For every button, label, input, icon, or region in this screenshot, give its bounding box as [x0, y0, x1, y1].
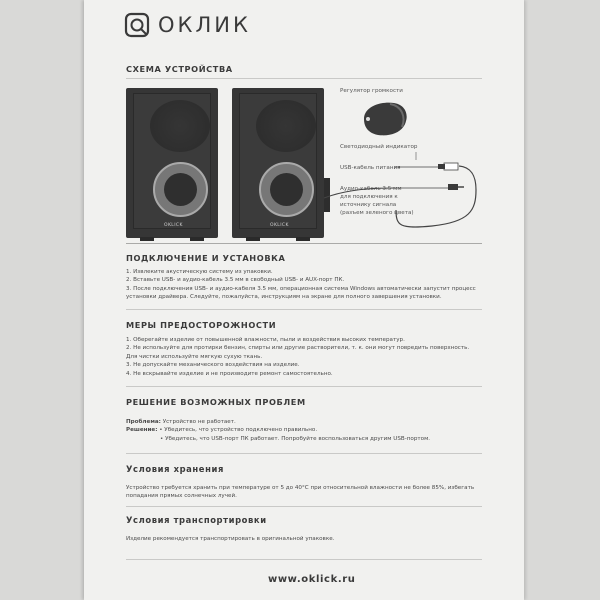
divider [126, 243, 482, 244]
solution-item: • Убедитесь, что устройство подключено правильно. [159, 427, 318, 434]
transport-line: Изделие рекомендуется транспортировать в оригинальной упаковке. [126, 536, 335, 542]
section-title-safety: МЕРЫ ПРЕДОСТОРОЖНОСТИ [126, 320, 277, 330]
speaker-brand-label: OKLICK [164, 223, 183, 228]
label-volume: Регулятор громкости [340, 88, 403, 94]
brand-logo [124, 12, 251, 38]
divider [126, 453, 482, 454]
logo-wordmark: ОКЛИК [158, 13, 251, 37]
safety-line: 4. Не вскрывайте изделие и не производите ремонт самостоятельно. [126, 370, 333, 377]
problem-text: Устройство не работает. [162, 419, 236, 425]
label-led: Светодиодный индикатор [340, 144, 418, 150]
label-audio-3: источнику сигнала [340, 202, 397, 208]
problem-label: Проблема: [126, 419, 161, 425]
install-line: 2. Вставьте USB- и аудио-кабель 3.5 мм в свободный USB- и AUX-порт ПК. [126, 277, 345, 284]
speaker-top-driver [150, 100, 210, 152]
divider [126, 386, 482, 387]
install-line: установки драйвера. Следуйте, пожалуйста, инструкциям на экране для полного завершения установки. [126, 294, 442, 301]
divider [126, 506, 482, 507]
oklick-logo-icon [124, 12, 150, 38]
storage-text [126, 484, 486, 501]
install-instructions [126, 268, 486, 302]
install-line: 3. После подключения USB- и аудио-кабеля 3.5 мм, операционная система Windows автоматически запустит процесс [126, 285, 476, 292]
label-audio-4: (разъем зеленого цвета) [340, 210, 414, 216]
safety-line: Для чистки используйте мягкую сухую ткань. [126, 353, 263, 360]
section-title-diagram: СХЕМА УСТРОЙСТВА [126, 64, 233, 74]
label-audio-1: Аудио-кабель 3.5 мм [340, 186, 402, 192]
solution-label: Решение: [126, 427, 158, 434]
manual-page [84, 0, 524, 600]
safety-line: 1. Оберегайте изделие от повышенной влажности, пыли и воздействия высоких температур. [126, 337, 405, 343]
safety-line: 2. Не используйте для протирки бензин, спирты или другие растворители, т. к. они могут повредить поверхность. [126, 345, 470, 352]
divider [126, 78, 482, 79]
cables-diagram [320, 140, 490, 240]
speaker-right [232, 88, 324, 238]
transport-text [126, 535, 486, 543]
volume-knob-icon [360, 99, 410, 139]
label-usb: USB-кабель питания [340, 165, 401, 171]
speaker-left [126, 88, 218, 238]
safety-line: 3. Не допускайте механического воздействия на изделие. [126, 362, 300, 369]
safety-instructions [126, 336, 486, 378]
divider [126, 309, 482, 310]
section-title-transport: Условия транспортировки [126, 515, 267, 525]
section-title-install: ПОДКЛЮЧЕНИЕ И УСТАНОВКА [126, 253, 286, 263]
section-title-storage: Условия хранения [126, 464, 224, 474]
website-url[interactable]: www.oklick.ru [268, 574, 356, 585]
install-line: 1. Извлеките акустическую систему из упаковки. [126, 269, 273, 275]
speaker-top-driver [256, 100, 316, 152]
storage-line: попадания прямых солнечных лучей. [126, 493, 237, 500]
divider [126, 559, 482, 560]
speaker-woofer [153, 162, 208, 217]
speaker-woofer [259, 162, 314, 217]
storage-line: Устройство требуется хранить при температуре от 5 до 40°C при относительной влажности не более 85%, избегать [126, 485, 475, 491]
label-audio-2: для подключения к [340, 194, 398, 200]
speaker-brand-label: OKLICK [270, 223, 289, 228]
solution-item: • Убедитесь, что USB-порт ПК работает. Попробуйте воспользоваться другим USB-портом. [160, 435, 431, 442]
troubleshooting-block [126, 418, 486, 443]
section-title-troubleshooting: РЕШЕНИЕ ВОЗМОЖНЫХ ПРОБЛЕМ [126, 397, 306, 407]
